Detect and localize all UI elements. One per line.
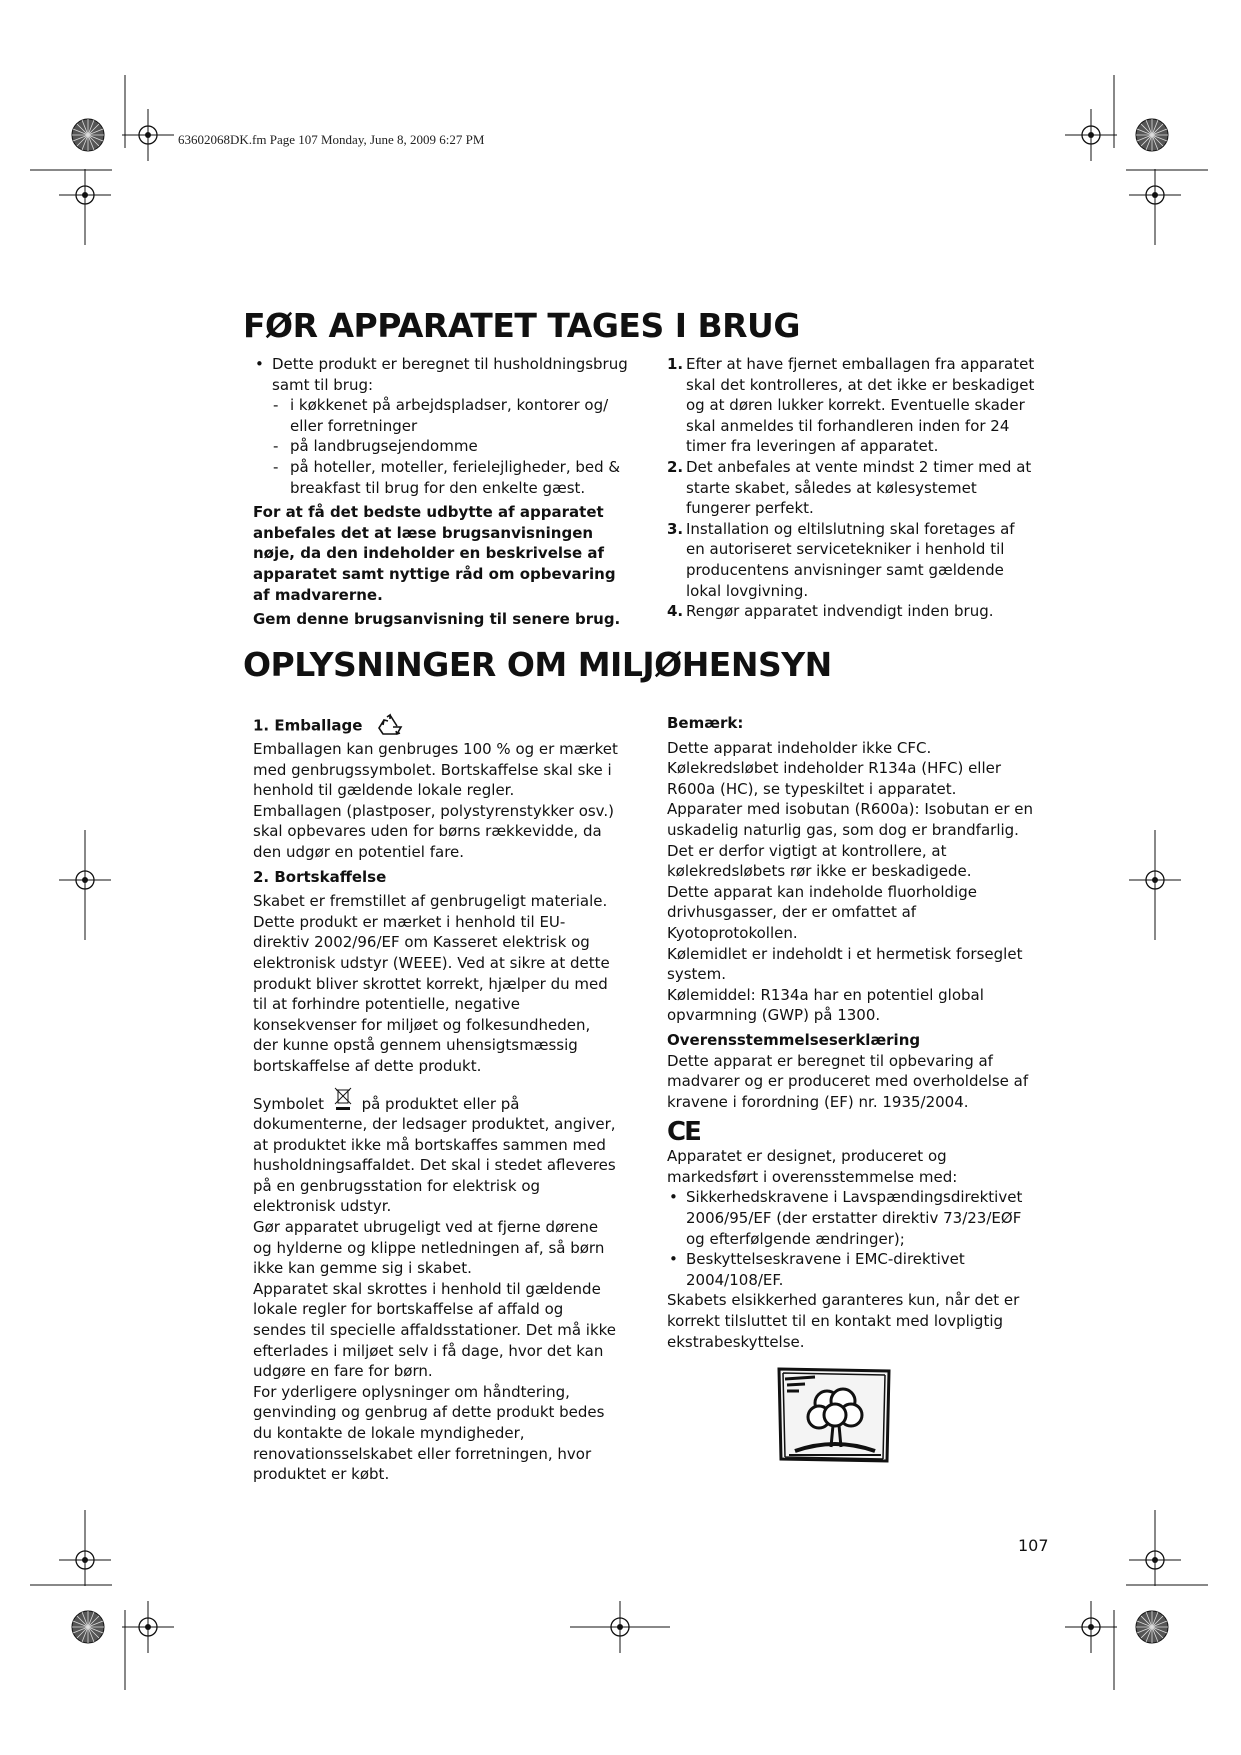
usage-dash-item: - på hoteller, moteller, ferielejligheder, bed & breakfast til brug for den enkelte gæst. bbox=[273, 457, 621, 497]
declaration-heading: Overensstemmelseserklæring bbox=[667, 1030, 921, 1049]
section1-right-column bbox=[667, 354, 1037, 622]
note-line: Dette apparat kan indeholde fluorholdige drivhusgasser, der er omfattet af Kyotoprotokollen. bbox=[667, 882, 977, 942]
usage-dash-item: - på landbrugsejendomme bbox=[273, 437, 478, 456]
emballage-paragraph: Emballagen (plastposer, polystyrenstykker osv.) skal opbevares uden for børns rækkevidde, da den udgør en potentiel fare. bbox=[253, 801, 615, 861]
section1-left-column bbox=[253, 354, 628, 630]
section2-right-column bbox=[667, 713, 1035, 1352]
section-title-before-use: FØR APPARATET TAGES I BRUG bbox=[243, 306, 800, 345]
tree-illustration bbox=[775, 1365, 895, 1465]
read-manual-note: For at få det bedste udbytte af apparatet anbefales det at læse brugsanvisningen nøje, da den indeholder en beskrivelse af apparatet samt nyttige råd om opbevaring af madvarerne. bbox=[253, 503, 616, 604]
note-line: Kølemidlet er indeholdt i et hermetisk forseglet system. bbox=[667, 944, 1023, 984]
recycle-icon bbox=[376, 713, 404, 739]
bortskaffelse-paragraph: Dette produkt er mærket i henhold til EU-direktiv 2002/96/EF om Kasseret elektrisk og elektronisk udstyr (WEEE). Ved at sikre at dette produkt bliver skrottet korrekt, hjælper du med til at forhindre potentielle, negative konsekvenser for miljøet og folkesundheden, der kunne opstå gennem uhensigtsmæssig bortskaffelse af dette produkt. bbox=[253, 912, 610, 1075]
numbered-step: 3. Installation og eltilslutning skal foretages af en autoriseret servicetekniker i henhold til producentens anvisninger samt gældende lokal lovgivning. bbox=[667, 519, 1015, 600]
paragraph: Apparatet skal skrottes i henhold til gældende lokale regler for bortskaffelse af affald og sendes til specielle affaldsstationer. Det må ikke efterlades i miljøet selv i få dage, hvor det kan udgøre en fare for børn. bbox=[253, 1279, 617, 1381]
numbered-step: 2. Det anbefales at vente mindst 2 timer med at starte skabet, således at kølesystemet fungerer perfekt. bbox=[667, 457, 1032, 518]
paragraph: Gør apparatet ubrugeligt ved at fjerne dørene og hylderne og klippe netledningen af, så børn ikke kan gemme sig i skabet. bbox=[253, 1218, 605, 1278]
weee-paragraph: Symbolet på produktet eller på dokumenterne, der ledsager produktet, angiver, at produktet ikke må bortskaffes sammen med husholdningsaffaldet. Det skal i stedet afleveres på en genbrugsstation for elektrisk og elektronisk udstyr. bbox=[253, 1087, 618, 1218]
section2-left-column bbox=[253, 713, 618, 1485]
page-number: 107 bbox=[1018, 1536, 1049, 1555]
keep-manual-note: Gem denne brugsanvisning til senere brug. bbox=[253, 610, 621, 629]
emballage-heading: 1. Emballage bbox=[253, 713, 618, 739]
note-line: Kølekredsløbet indeholder R134a (HFC) eller R600a (HC), se typeskiltet i apparatet. bbox=[667, 759, 1002, 798]
note-line: Dette apparat indeholder ikke CFC. bbox=[667, 738, 932, 757]
declaration-paragraph: Dette apparat er beregnet til opbevaring af madvarer og er produceret med overholdelse af kravene i forordning (EF) nr. 1935/2004. bbox=[667, 1051, 1029, 1111]
numbered-step: 1. Efter at have fjernet emballagen fra apparatet skal det kontrolleres, at det ikke er beskadiget og at døren lukker korrekt. Eventuelle skader skal anmeldes til forhandleren inden for 24 timer fra leveringen af apparatet. bbox=[667, 355, 1035, 456]
usage-bullet: • Dette produkt er beregnet til husholdningsbrug samt til brug: bbox=[255, 355, 628, 394]
directive-bullet: • Sikkerhedskravene i Lavspændingsdirektivet 2006/95/EF (der erstatter direktiv 73/23/EØF og efterfølgende ændringer); bbox=[669, 1188, 1023, 1248]
note-line: Apparater med isobutan (R600a): Isobutan er en uskadelig naturlig gas, som dog er brandfarlig. Det er derfor vigtigt at kontrollere, at kølekredsløbets rør ikke er beskadigede. bbox=[667, 800, 1034, 881]
usage-dash-item: - i køkkenet på arbejdspladser, kontorer og/ eller forretninger bbox=[273, 396, 609, 435]
ce-mark: CE bbox=[667, 1117, 700, 1148]
designed-paragraph: Apparatet er designet, produceret og markedsført i overensstemmelse med: bbox=[667, 1147, 958, 1186]
note-heading: Bemærk: bbox=[667, 714, 744, 732]
emballage-paragraph: Emballagen kan genbruges 100 % og er mærket med genbrugssymbolet. Bortskaffelse skal ske i henhold til gældende lokale regler. bbox=[253, 740, 618, 800]
safety-paragraph: Skabets elsikkerhed garanteres kun, når det er korrekt tilsluttet til en kontakt med lovpligtig ekstrabeskyttelse. bbox=[667, 1291, 1020, 1351]
directive-bullet: • Beskyttelseskravene i EMC-direktivet 2004/108/EF. bbox=[669, 1250, 965, 1289]
bortskaffelse-paragraph: Skabet er fremstillet af genbrugeligt materiale. bbox=[253, 892, 608, 911]
numbered-step: 4. Rengør apparatet indvendigt inden brug. bbox=[667, 602, 994, 621]
section-title-environment: OPLYSNINGER OM MILJØHENSYN bbox=[243, 645, 832, 684]
print-header: 63602068DK.fm Page 107 Monday, June 8, 2009 6:27 PM bbox=[178, 132, 485, 147]
bortskaffelse-heading: 2. Bortskaffelse bbox=[253, 867, 387, 886]
paragraph: For yderligere oplysninger om håndtering, genvinding og genbrug af dette produkt bedes du kontakte de lokale myndigheder, renovationsselskabet eller forretningen, hvor produktet er købt. bbox=[253, 1382, 605, 1484]
weee-bin-icon bbox=[333, 1087, 353, 1111]
note-line: Kølemiddel: R134a har en potentiel global opvarmning (GWP) på 1300. bbox=[667, 985, 984, 1025]
